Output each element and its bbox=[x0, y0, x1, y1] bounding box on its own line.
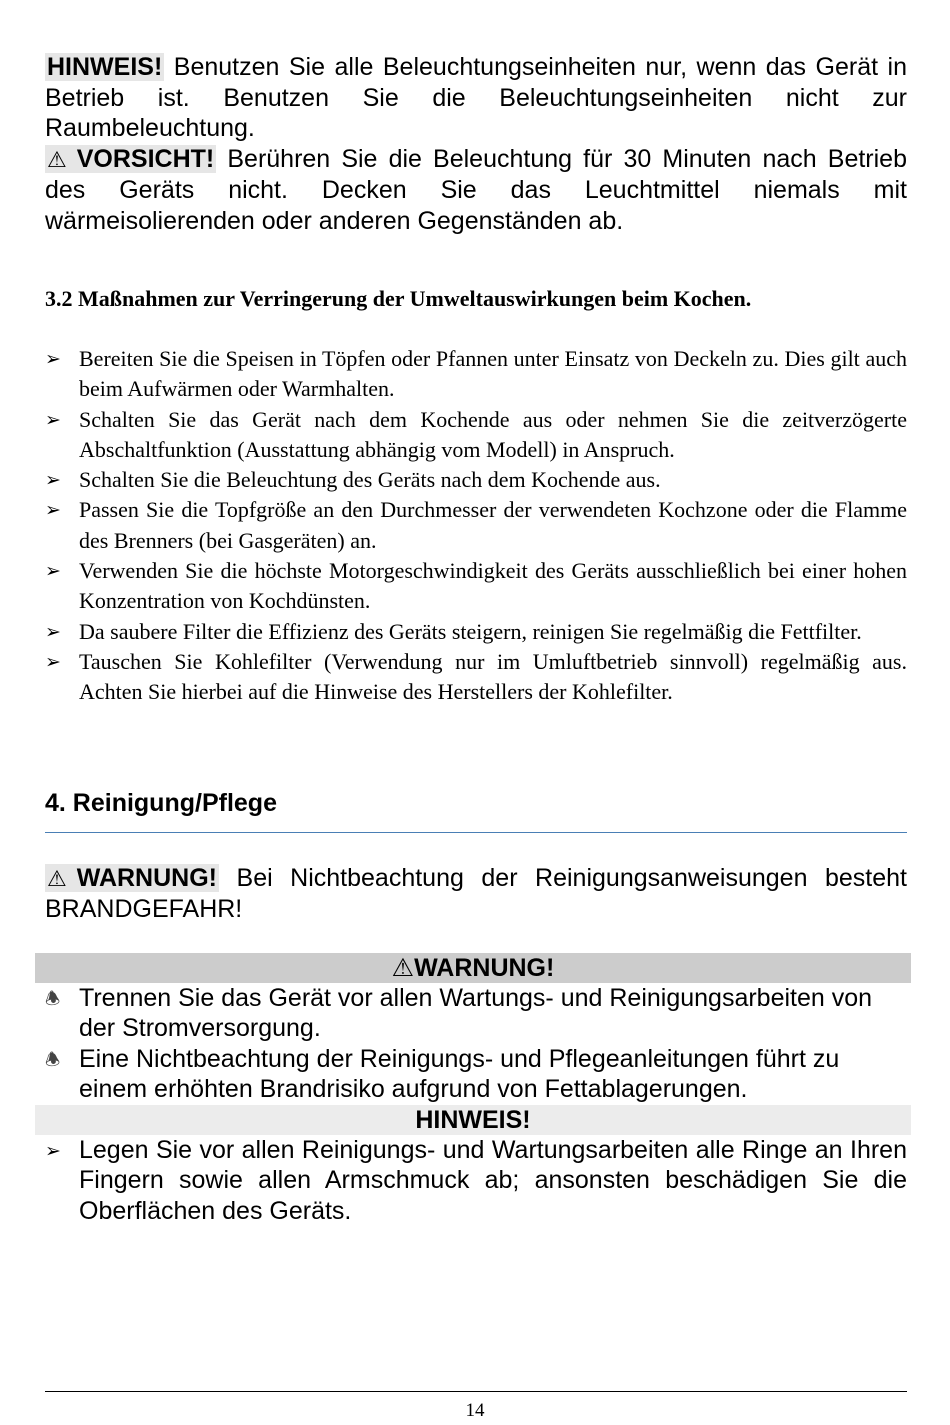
arrow-bullet-icon: ➢ bbox=[45, 1139, 61, 1162]
arrow-bullet-icon: ➢ bbox=[45, 650, 61, 673]
arrow-bullet-icon: ➢ bbox=[45, 408, 61, 431]
arrow-bullet-icon: ➢ bbox=[45, 348, 61, 370]
warning-triangle-icon: ⚠ bbox=[47, 865, 67, 891]
warning-list bbox=[45, 983, 907, 1105]
warning-triangle-icon: ⚠ bbox=[47, 146, 67, 172]
warnung-text: Bei Nichtbeachtung der Reinigungsanweisungen besteht BRANDGEFAHR! bbox=[45, 863, 907, 924]
hinweis-label: HINWEIS! bbox=[47, 53, 163, 81]
hinweis-text: Benutzen Sie alle Beleuchtungseinheiten nur, wenn das Gerät in Betrieb ist. Benutzen Sie die Beleuchtungseinheiten nicht zur Raumbeleuchtung. bbox=[45, 53, 907, 142]
list-item-text: Schalten Sie die Beleuchtung des Geräts nach dem Kochende aus. bbox=[79, 467, 661, 493]
vorsicht-label: VORSICHT! bbox=[76, 144, 215, 173]
list-item-text: Passen Sie die Topfgröße an den Durchmesser der verwendeten Kochzone oder die Flamme des Brenners (bei Gasgeräten) an. bbox=[79, 497, 907, 553]
list-item bbox=[45, 617, 907, 647]
arrow-bullet-icon: ➢ bbox=[45, 620, 61, 643]
warnung-paragraph bbox=[45, 863, 907, 925]
list-item bbox=[45, 647, 907, 708]
vorsicht-paragraph bbox=[45, 144, 907, 237]
warnung-highlight bbox=[45, 864, 219, 892]
page-number: 14 bbox=[465, 1400, 485, 1421]
list-item bbox=[45, 556, 907, 617]
footer-rule bbox=[45, 1391, 907, 1392]
warning-box-title: ⚠WARNUNG! bbox=[35, 953, 911, 983]
arrow-bullet-icon: ➢ bbox=[45, 469, 61, 492]
hinweis-paragraph bbox=[45, 52, 907, 144]
list-item bbox=[45, 1135, 907, 1227]
section-3-2-heading: 3.2 Maßnahmen zur Verringerung der Umweltauswirkungen beim Kochen. bbox=[45, 286, 752, 311]
arrow-bullet-icon: ➢ bbox=[45, 560, 61, 583]
list-item bbox=[45, 465, 907, 495]
vorsicht-highlight bbox=[45, 145, 216, 173]
list-item-text: Trennen Sie das Gerät vor allen Wartungs- und Reinigungsarbeiten von der Stromversorgung. bbox=[79, 983, 873, 1043]
list-item-text: Legen Sie vor allen Reinigungs- und Wartungsarbeiten alle Ringe an Ihren Fingern sowie allen Armschmuck ab; ansonsten beschädigen Sie die Oberflächen des Geräts. bbox=[79, 1135, 907, 1225]
list-item-text: Eine Nichtbeachtung der Reinigungs- und Pflegeanleitungen führt zu einem erhöhten Brandrisiko aufgrund von Fettablagerungen. bbox=[79, 1044, 840, 1104]
list-item bbox=[45, 983, 907, 1044]
list-item-text: Schalten Sie das Gerät nach dem Kochende aus oder nehmen Sie die zeitverzögerte Abschaltfunktion (Ausstattung abhängig vom Modell) in Anspruch. bbox=[79, 406, 907, 462]
vorsicht-text: Berühren Sie die Beleuchtung für 30 Minuten nach Betrieb des Geräts nicht. Decken Sie das Leuchtmittel niemals mit wärmeisolierenden oder anderen Gegenständen ab. bbox=[45, 144, 907, 235]
list-item bbox=[45, 344, 907, 405]
list-item-text: Tauschen Sie Kohlefilter (Verwendung nur im Umluftbetrieb sinnvoll) regelmäßig aus. Achten Sie hierbei auf die Hinweise des Herstellers der Kohlefilter. bbox=[79, 648, 907, 705]
section-4-heading: 4. Reinigung/Pflege bbox=[45, 788, 277, 817]
warnung-label: WARNUNG! bbox=[76, 863, 217, 892]
hinweis-list bbox=[45, 1135, 907, 1227]
list-item bbox=[45, 1044, 907, 1105]
list-item-text: Bereiten Sie die Speisen in Töpfen oder Pfannen unter Einsatz von Deckeln zu. Dies gilt auch beim Aufwärmen oder Warmhalten. bbox=[79, 346, 907, 402]
bell-bullet-icon: 🕭 bbox=[45, 988, 61, 1009]
list-item-text: Verwenden Sie die höchste Motorgeschwindigkeit des Geräts ausschließlich bei einer hohen Konzentration von Kochdünsten. bbox=[79, 558, 907, 614]
list-item bbox=[45, 405, 907, 466]
section-divider bbox=[45, 832, 907, 833]
bell-bullet-icon: 🕭 bbox=[45, 1049, 61, 1070]
section-3-2-list bbox=[45, 344, 907, 708]
list-item bbox=[45, 495, 907, 556]
list-item-text: Da saubere Filter die Effizienz des Geräts steigern, reinigen Sie regelmäßig die Fettfilter. bbox=[79, 618, 862, 644]
document-page bbox=[45, 52, 907, 1226]
arrow-bullet-icon: ➢ bbox=[45, 499, 61, 522]
hinweis-box-title: HINWEIS! bbox=[35, 1105, 911, 1135]
